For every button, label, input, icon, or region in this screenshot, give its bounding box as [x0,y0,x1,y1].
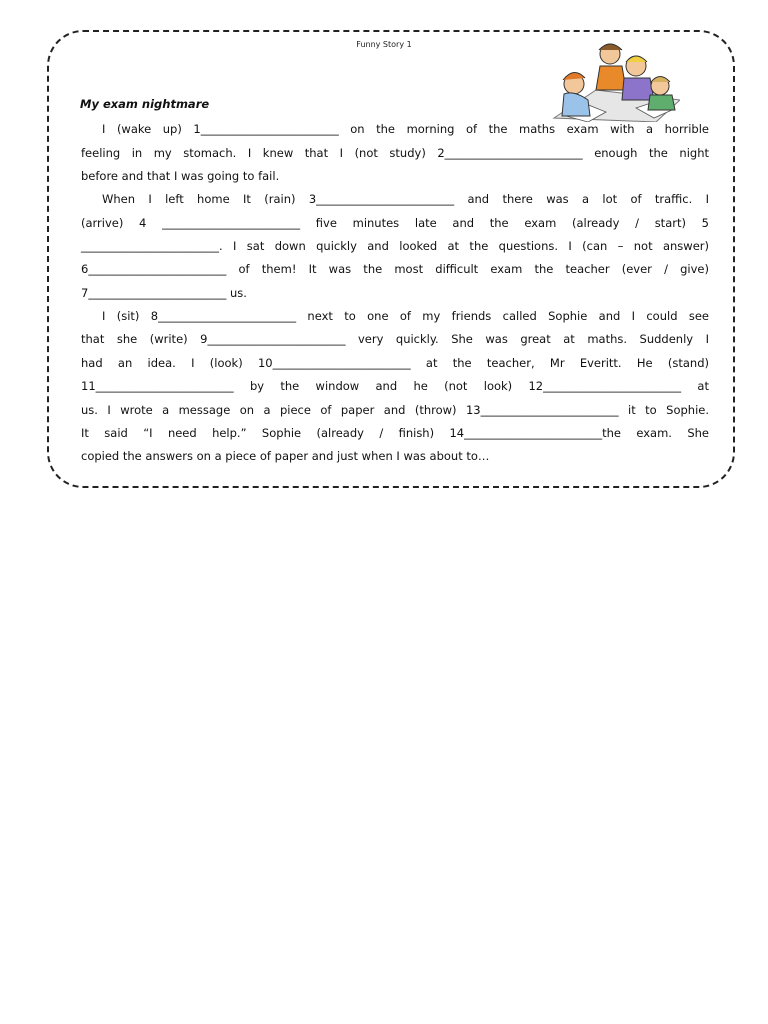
story-line: 7________________________ us. [81,286,247,300]
story-line: copied the answers on a piece of paper and just when I was about to… [81,449,490,463]
story-line: 11________________________ by the window and he (not look) 12________________________ at [81,379,709,393]
story-line: When I left home It (rain) 3________________________ and there was a lot of traffic. I [102,192,709,206]
story-line: 6________________________ of them! It was the most difficult exam the teacher (ever / give) [81,262,709,276]
worksheet-header: Funny Story 1 [356,40,412,49]
story-line: had an idea. I (look) 10________________________ at the teacher, Mr Everitt. He (stand) [81,356,709,370]
story-line: I (sit) 8________________________ next to one of my friends called Sophie and I could see [102,309,709,323]
story-line: It said “I need help.” Sophie (already / finish) 14________________________the exam. She [81,426,709,440]
story-line: ________________________. I sat down quickly and looked at the questions. I (can – not answer) [81,239,709,253]
story-line: before and that I was going to fail. [81,169,280,183]
story-line: (arrive) 4 ________________________ five minutes late and the exam (already / start) 5 [81,216,709,230]
students-taking-exam-illustration [544,38,680,122]
story-line: feeling in my stomach. I knew that I (not study) 2________________________ enough the night [81,146,709,160]
story-line: us. I wrote a message on a piece of paper and (throw) 13________________________ it to Sophie. [81,403,709,417]
worksheet-title: My exam nightmare [80,97,210,111]
story-line: that she (write) 9________________________ very quickly. She was great at maths. Suddenly I [81,332,709,346]
story-line: I (wake up) 1________________________ on the morning of the maths exam with a horrible [102,122,709,136]
